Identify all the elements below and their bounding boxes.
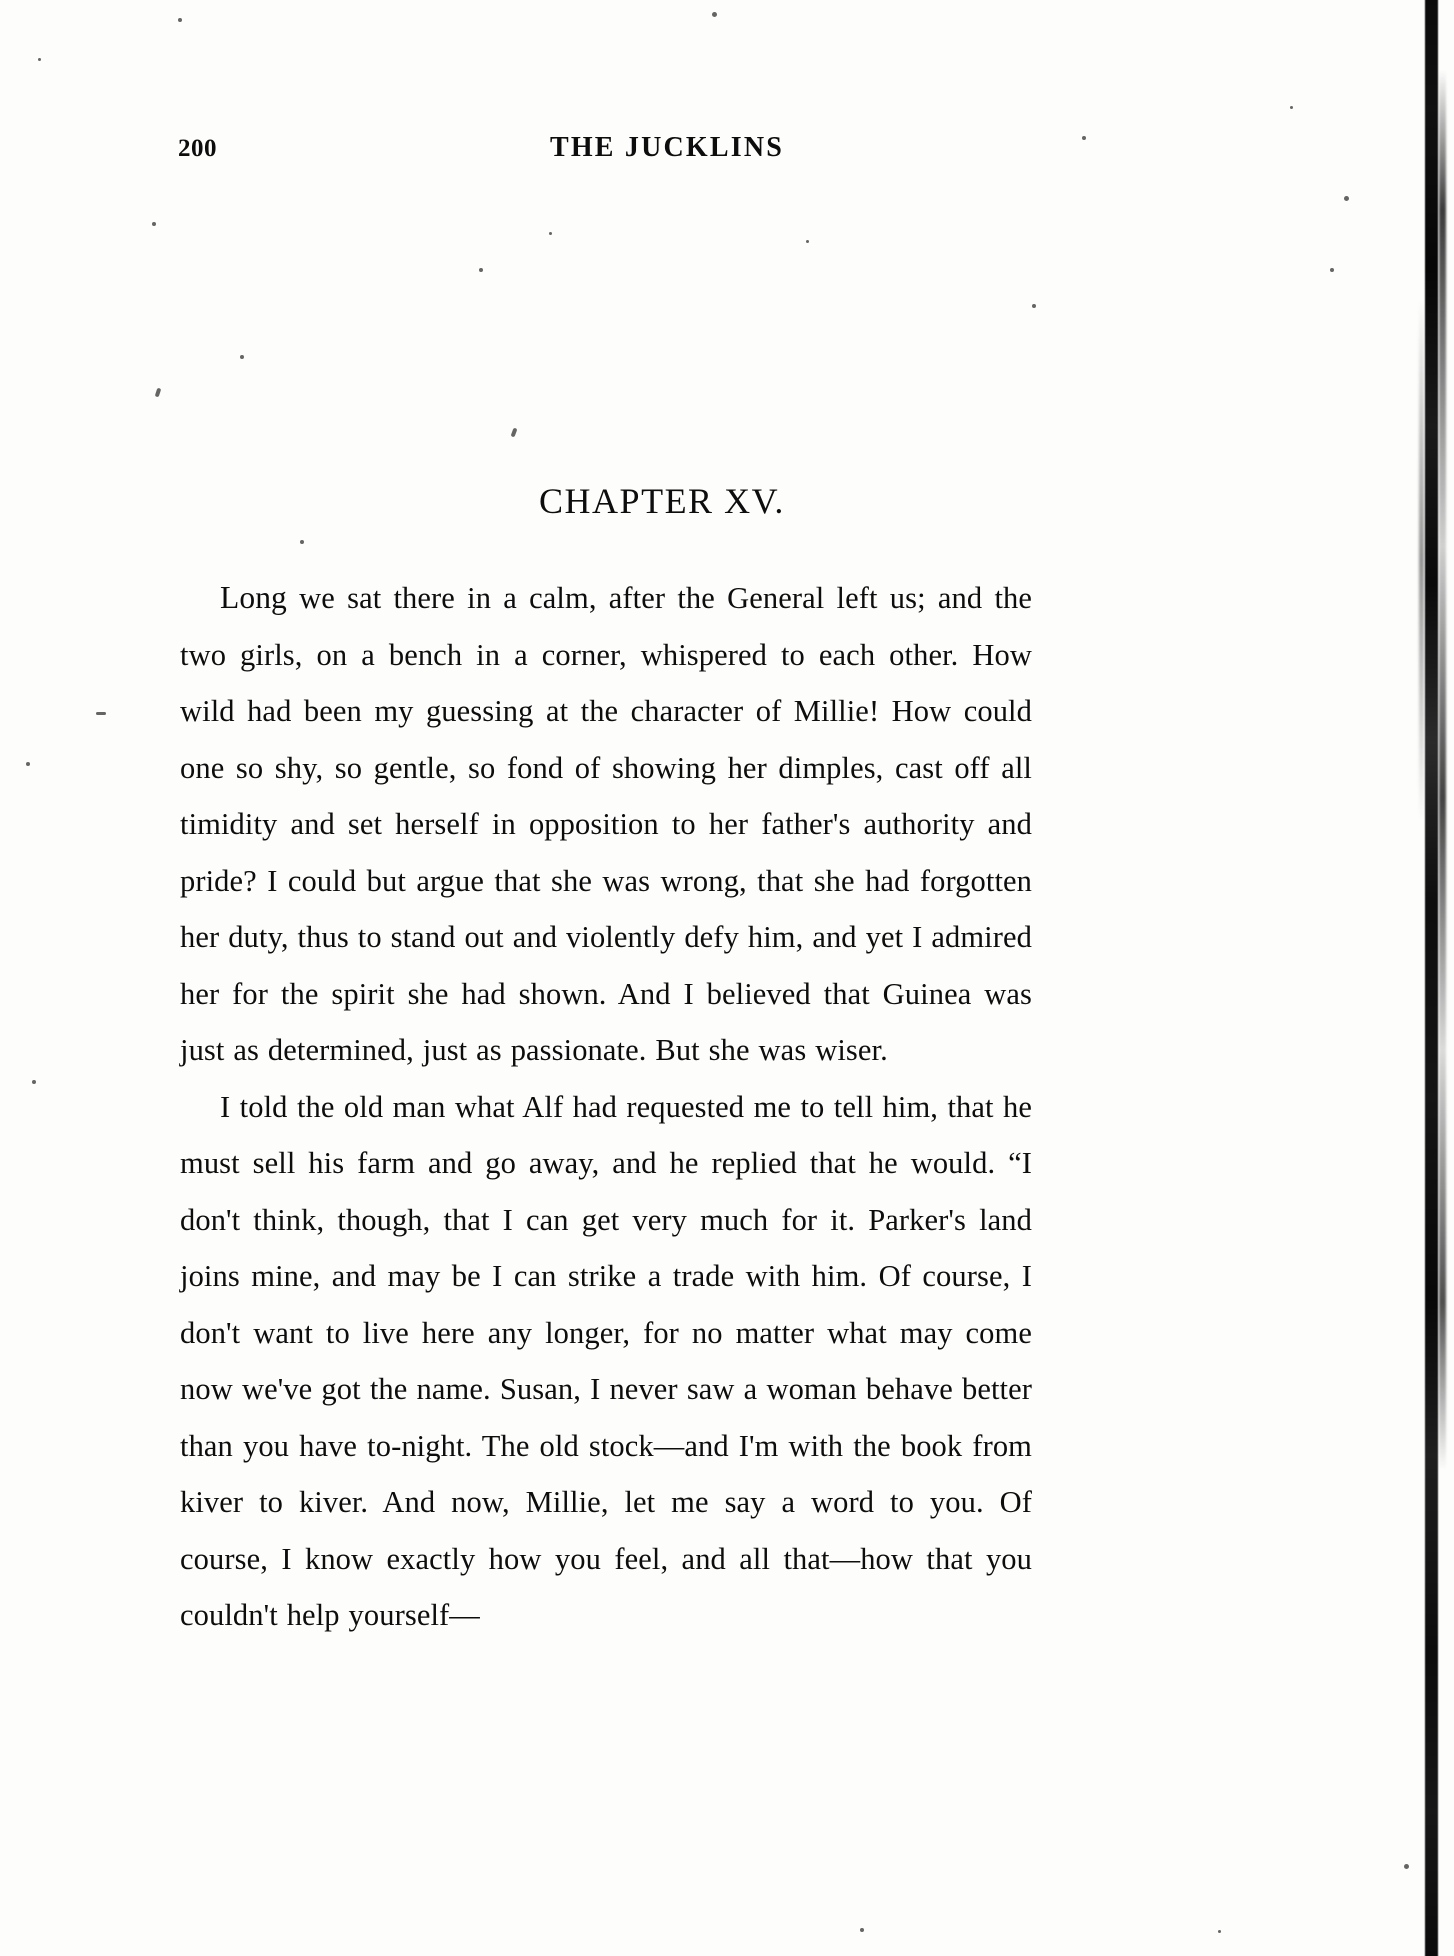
scan-speck [1218, 1930, 1221, 1933]
scan-speck [549, 232, 552, 235]
scan-speck [152, 222, 156, 226]
scan-speck [1344, 196, 1349, 201]
scan-speck [511, 428, 518, 438]
running-head-title: THE JUCKLINS [549, 132, 785, 163]
scan-speck [479, 268, 483, 272]
scan-speck [26, 762, 30, 766]
page-number: 200 [178, 135, 217, 162]
scan-speck [1330, 268, 1334, 272]
scan-speck [1290, 106, 1293, 109]
scan-speck [1032, 304, 1036, 308]
scan-speck [178, 18, 182, 22]
paragraph [180, 570, 1032, 1079]
paragraph [180, 1079, 1032, 1644]
scan-speck [155, 388, 162, 398]
scan-speck [300, 540, 304, 544]
paragraph-text: I told the old man what Alf had requested me to tell him, that he must sell his farm and go away, and he replied that he would. “I don't think, though, that I can get very much for it. Parker's land joins mine, and may be I can strike a trade with him. Of course, I don't want to live here any longer, for no matter what may come now we've got the name. Susan, I never saw a woman behave better than you have to-night. The old stock—and I'm with the book from kiver to kiver. And now, Millie, let me say a word to you. Of course, I know exactly how you feel, and all that—how that you couldn't help yourself— [180, 1089, 1032, 1632]
scan-speck [860, 1928, 864, 1932]
chapter-heading: CHAPTER XV. [539, 481, 785, 521]
scan-speck [38, 58, 41, 61]
paragraph-lead-word: Long [220, 580, 287, 615]
scan-binding-shadow [1402, 0, 1454, 1956]
scan-speck [240, 355, 244, 359]
scan-speck [1404, 1864, 1409, 1869]
body-text-block [180, 570, 1032, 1644]
scan-speck [96, 712, 106, 715]
paragraph-text: we sat there in a calm, after the General left us; and the two girls, on a bench in a corner, whispered to each other. How wild had been my guessing at the character of Millie! How could one so shy, so gentle, so fond of showing her dimples, cast off all timidity and set herself in opposition to her father's authority and pride? I could but argue that she was wrong, that she had forgotten her duty, thus to stand out and violently defy him, and yet I admired her for the spirit she had shown. And I believed that Guinea was just as determined, just as passionate. But she was wiser. [180, 581, 1032, 1067]
scan-speck [32, 1080, 36, 1084]
scan-speck [806, 240, 809, 243]
scan-speck [712, 12, 717, 17]
